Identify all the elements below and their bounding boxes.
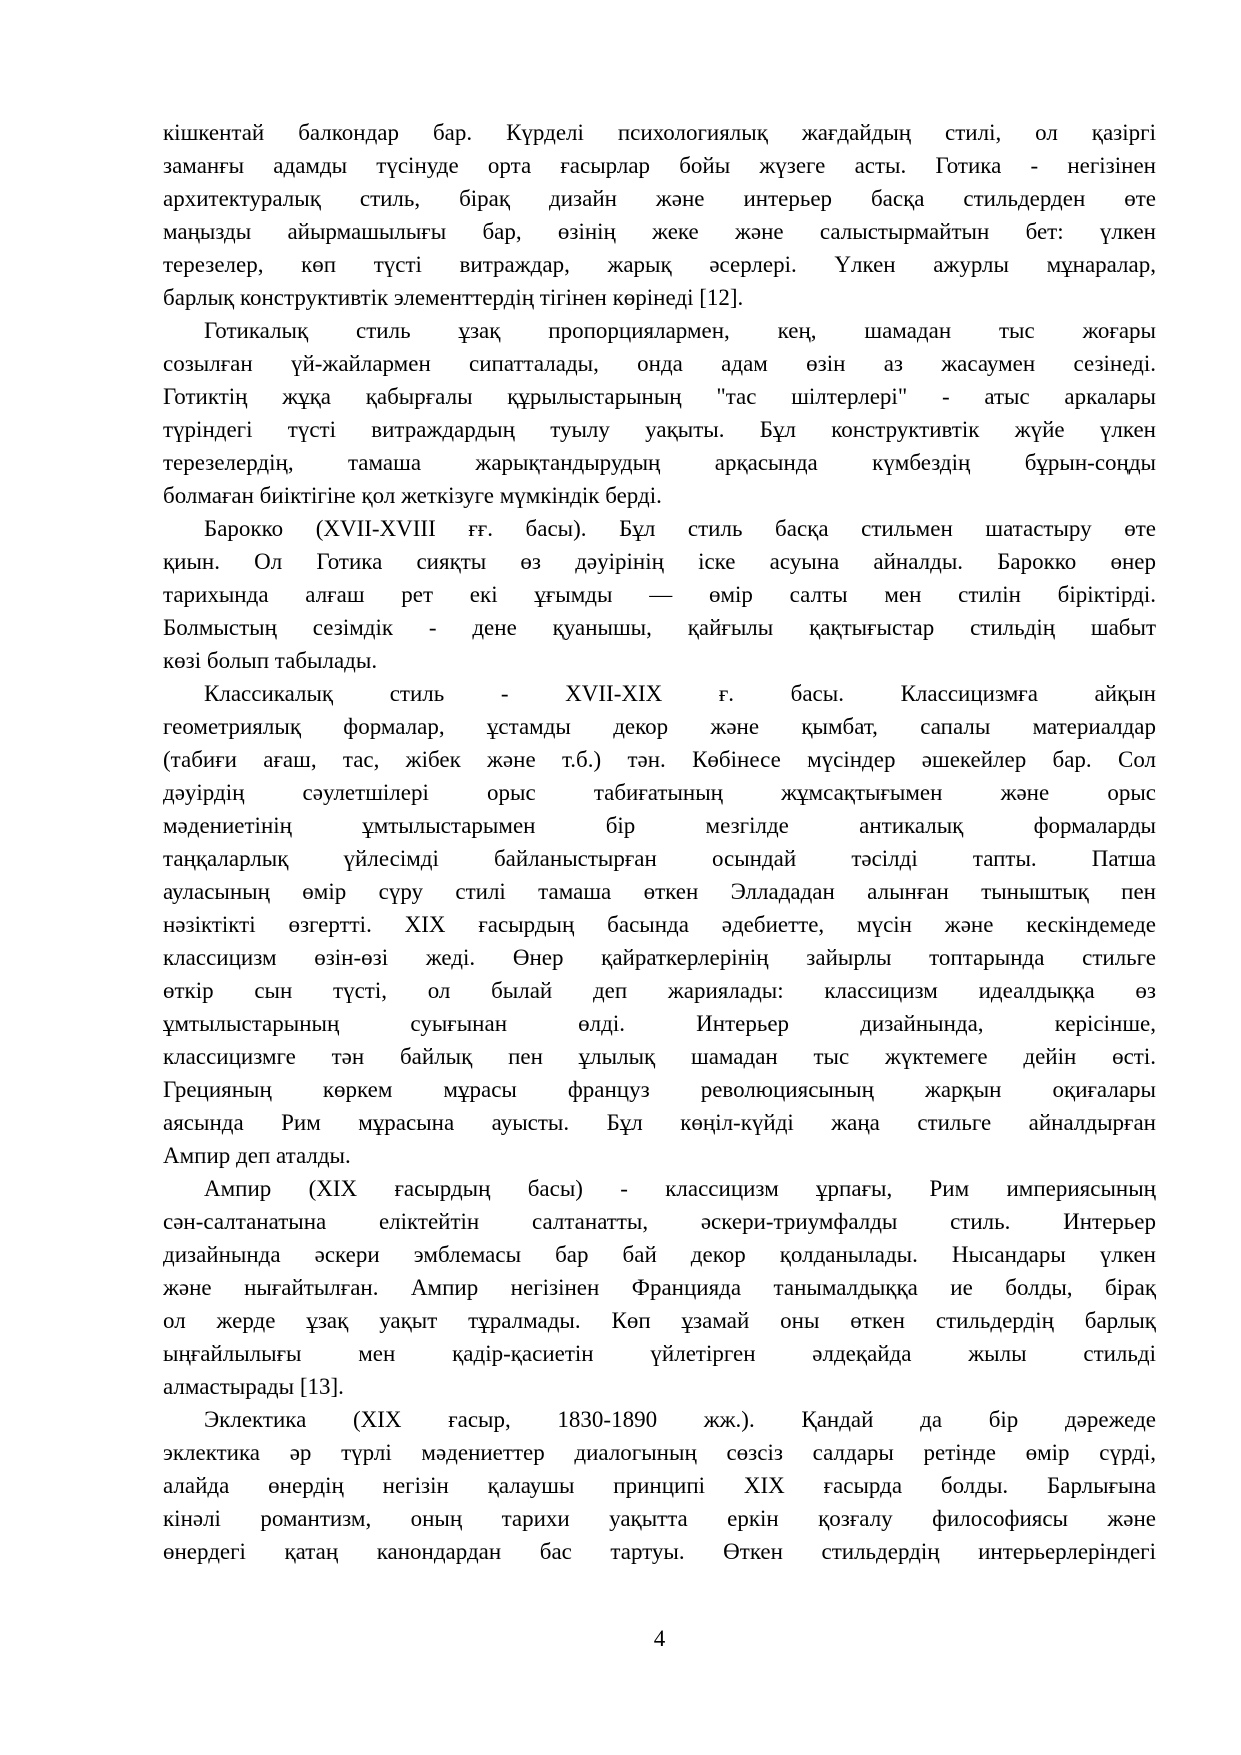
text-line: классицизмге тән байлық пен ұлылық шамадан тыс жүктемеге дейін өсті. <box>163 1044 1156 1069</box>
page-number: 4 <box>653 1626 666 1651</box>
text-line: терезелердің, тамаша жарықтандырудың арқасында күмбездің бұрын-соңды <box>163 450 1156 475</box>
text-line: кішкентай балкондар бар. Күрделі психологиялық жағдайдың стилі, ол қазіргі <box>163 120 1156 145</box>
text-line: кінәлі романтизм, оның тарихи уақытта еркін қозғалу философиясы және <box>163 1506 1156 1531</box>
text-line: өткір сын түсті, ол былай деп жариялады: классицизм идеалдыққа өз <box>163 978 1156 1003</box>
text-line: Классикалық стиль - XVII-XIX ғ. басы. Классицизмға айқын <box>204 681 1156 706</box>
text-line: терезелер, көп түсті витраждар, жарық әсерлері. Үлкен ажурлы мұнаралар, <box>163 252 1156 277</box>
text-line: алмастырады [13]. <box>163 1374 344 1399</box>
text-line: өнердегі қатаң канондардан бас тартуы. Өткен стильдердің интерьерлеріндегі <box>163 1539 1156 1564</box>
text-line: ұмтылыстарының суығынан өлді. Интерьер дизайнында, керісінше, <box>163 1011 1156 1036</box>
text-line: алайда өнердің негізін қалаушы принципі XIX ғасырда болды. Барлығына <box>163 1473 1156 1498</box>
text-line: дизайнында әскери эмблемасы бар бай декор қолданылады. Нысандары үлкен <box>163 1242 1156 1267</box>
text-line: Готикалық стиль ұзақ пропорциялармен, кең, шамадан тыс жоғары <box>204 318 1156 343</box>
text-line: маңызды айырмашылығы бар, өзінің жеке және салыстырмайтын бет: үлкен <box>163 219 1156 244</box>
text-line: эклектика әр түрлі мәдениеттер диалогының сөзсіз салдары ретінде өмір сүрді, <box>163 1440 1156 1465</box>
text-line: заманғы адамды түсінуде орта ғасырлар бойы жүзеге асты. Готика - негізінен <box>163 153 1156 178</box>
text-line: түріндегі түсті витраждардың туылу уақыты. Бұл конструктивтік жүйе үлкен <box>163 417 1156 442</box>
text-line: сән-салтанатына еліктейтін салтанатты, әскери-триумфалды стиль. Интерьер <box>163 1209 1156 1234</box>
text-line: Эклектика (XIX ғасыр, 1830-1890 жж.). Қандай да бір дәрежеде <box>204 1407 1156 1432</box>
text-line: қиын. Ол Готика сияқты өз дәуірінің іске асуына айналды. Барокко өнер <box>163 549 1156 574</box>
text-line: архитектуралық стиль, бірақ дизайн және интерьер басқа стильдерден өте <box>163 186 1156 211</box>
text-line: және нығайтылған. Ампир негізінен Францияда танымалдыққа ие болды, бірақ <box>163 1275 1156 1300</box>
text-line: Грецияның көркем мұрасы француз революциясының жарқын оқиғалары <box>163 1077 1156 1102</box>
text-line: тарихында алғаш рет екі ұғымды — өмір салты мен стилін біріктірді. <box>163 582 1156 607</box>
text-line: (табиғи ағаш, тас, жібек және т.б.) тән. Көбінесе мүсіндер әшекейлер бар. Сол <box>163 747 1156 772</box>
text-line: геометриялық формалар, ұстамды декор және қымбат, сапалы материалдар <box>163 714 1156 739</box>
paragraph <box>163 1172 1156 1403</box>
text-line: ол жерде ұзақ уақыт тұралмады. Көп ұзамай оны өткен стильдердің барлық <box>163 1308 1156 1333</box>
text-line: Барокко (XVII-XVIII ғғ. басы). Бұл стиль басқа стильмен шатастыру өте <box>204 516 1156 541</box>
text-line: болмаған биіктігіне қол жеткізуге мүмкіндік берді. <box>163 483 662 508</box>
text-line: ыңғайлылығы мен қадір-қасиетін үйлетірген әлдеқайда жылы стильді <box>163 1341 1156 1366</box>
paragraph <box>163 116 1156 314</box>
text-line: мәдениетінің ұмтылыстарымен бір мезгілде антикалық формаларды <box>163 813 1156 838</box>
paragraph <box>163 677 1156 1172</box>
paragraph <box>163 512 1156 677</box>
text-line: көзі болып табылады. <box>163 648 378 673</box>
text-line: классицизм өзін-өзі жеді. Өнер қайраткерлерінің зайырлы топтарында стильге <box>163 945 1156 970</box>
text-line: Болмыстың сезімдік - дене қуанышы, қайғылы қақтығыстар стильдің шабыт <box>163 615 1156 640</box>
text-line: дәуірдің сәулетшілері орыс табиғатының жұмсақтығымен және орыс <box>163 780 1156 805</box>
text-line: Ампир деп аталды. <box>163 1143 351 1168</box>
text-line: созылған үй-жайлармен сипатталады, онда адам өзін аз жасаумен сезінеді. <box>163 351 1156 376</box>
text-line: Ампир (XIX ғасырдың басы) - классицизм ұрпағы, Рим империясының <box>204 1176 1156 1201</box>
text-line: нәзіктікті өзгертті. XIX ғасырдың басында әдебиетте, мүсін және кескіндемеде <box>163 912 1156 937</box>
text-line: ауласының өмір сүру стилі тамаша өткен Эллададан алынған тыныштық пен <box>163 879 1156 904</box>
text-line: аясында Рим мұрасына ауысты. Бұл көңіл-күйді жаңа стильге айналдырған <box>163 1110 1156 1135</box>
paragraph <box>163 1403 1156 1568</box>
paragraph <box>163 314 1156 512</box>
text-line: барлық конструктивтік элементтердің тігінен көрінеді [12]. <box>163 285 744 310</box>
body-text <box>163 116 1156 1568</box>
text-line: таңқаларлық үйлесімді байланыстырған осындай тәсілді тапты. Патша <box>163 846 1156 871</box>
text-line: Готиктің жұқа қабырғалы құрылыстарының "тас шілтерлері" - атыс аркалары <box>163 384 1156 409</box>
